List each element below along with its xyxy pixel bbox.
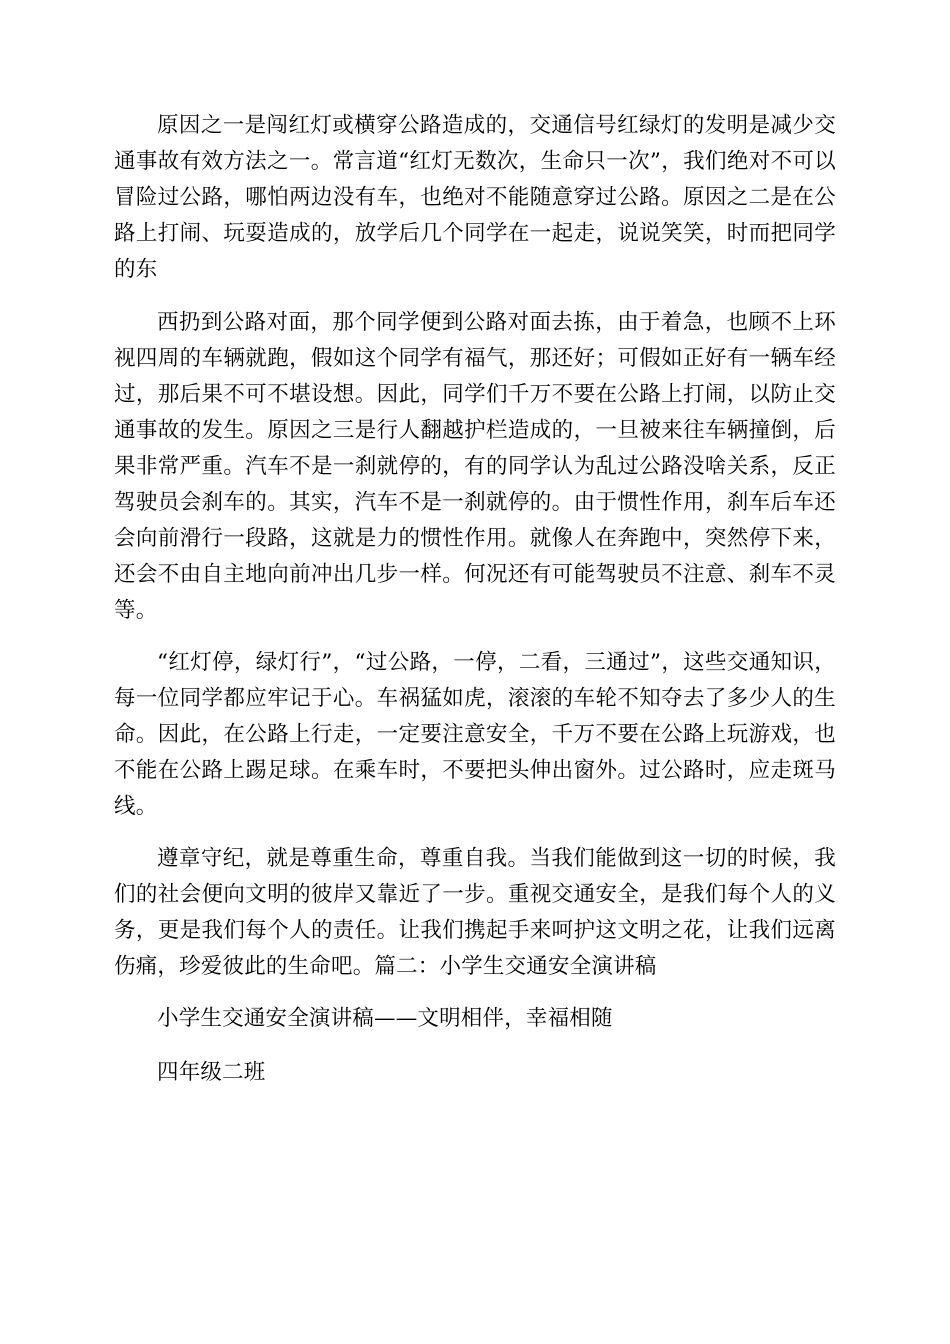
paragraph-1: 原因之一是闯红灯或横穿公路造成的，交通信号红绿灯的发明是减少交通事故有效方法之一。常言道“红灯无数次，生命只一次”，我们绝对不可以冒险过公路，哪怕两边没有车，也绝对不能随意穿过公路。原因之二是在公路上打闹、玩耍造成的，放学后几个同学在一起走，说说笑笑，时而把同学的东 [114,113,836,282]
document-body [114,108,836,1091]
speech-title: 小学生交通安全演讲稿——文明相伴，幸福相随 [157,1006,613,1031]
class-name: 四年级二班 [157,1060,266,1085]
paragraph-3: “红灯停，绿灯行”，“过公路，一停，二看，三通过”，这些交通知识，每一位同学都应牢记于心。车祸猛如虎，滚滚的车轮不知夺去了多少人的生命。因此，在公路上行走，一定要注意安全，千万不要在公路上玩游戏，也不能在公路上踢足球。在乘车时，不要把头伸出窗外。过公路时，应走斑马线。 [114,650,836,819]
paragraph-4: 遵章守纪，就是尊重生命，尊重自我。当我们能做到这一切的时候，我们的社会便向文明的彼岸又靠近了一步。重视交通安全，是我们每个人的义务，更是我们每个人的责任。让我们携起手来呵护这文明之花，让我们远离伤痛，珍爱彼此的生命吧。篇二：小学生交通安全演讲稿 [114,846,836,979]
paragraph-2: 西扔到公路对面，那个同学便到公路对面去拣，由于着急，也顾不上环视四周的车辆就跑，假如这个同学有福气，那还好；可假如正好有一辆车经过，那后果不可不堪设想。因此，同学们千万不要在公路上打闹，以防止交通事故的发生。原因之三是行人翻越护栏造成的，一旦被来往车辆撞倒，后果非常严重。汽车不是一刹就停的，有的同学认为乱过公路没啥关系，反正驾驶员会刹车的。其实，汽车不是一刹就停的。由于惯性作用，刹车后车还会向前滑行一段路，这就是力的惯性作用。就像人在奔跑中，突然停下来，还会不由自主地向前冲出几步一样。何况还有可能驾驶员不注意、刹车不灵等。 [114,310,836,623]
